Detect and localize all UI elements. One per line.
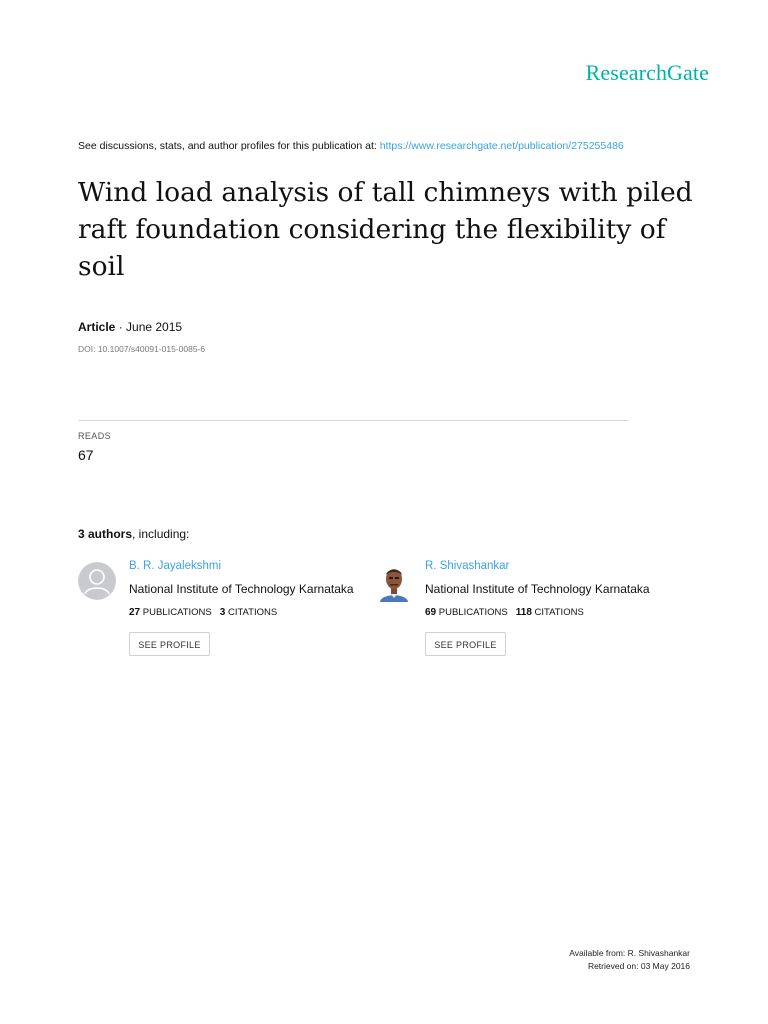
authors-suffix: , including:	[132, 527, 190, 541]
citations-count: 118	[515, 607, 532, 618]
citations-label: CITATIONS	[531, 607, 584, 618]
author-card	[374, 560, 674, 670]
author-name[interactable]: B. R. Jayalekshmi	[129, 560, 222, 572]
author-card	[78, 560, 378, 670]
discussion-line	[78, 140, 624, 152]
publications-label: PUBLICATIONS	[140, 607, 212, 618]
publications-count: 69	[425, 607, 437, 618]
doi: DOI: 10.1007/s40091-015-0085-6	[78, 344, 206, 354]
authors-count: 3 authors	[78, 527, 133, 541]
profile-photo[interactable]	[377, 562, 411, 602]
citations-count: 3	[219, 607, 226, 618]
author-stats	[129, 607, 277, 618]
author-stats	[425, 607, 584, 618]
author-name[interactable]: R. Shivashankar	[425, 560, 510, 572]
publication-link[interactable]: https://www.researchgate.net/publication/275255486	[379, 140, 624, 152]
article-meta	[78, 320, 182, 334]
article-date: · June 2015	[115, 320, 183, 334]
authors-heading	[78, 527, 189, 541]
reads-label: READS	[78, 431, 112, 441]
researchgate-logo[interactable]: ResearchGate	[585, 60, 709, 85]
see-profile-button[interactable]: SEE PROFILE	[129, 632, 210, 656]
author-institution: National Institute of Technology Karnataka	[425, 582, 650, 596]
citations-label: CITATIONS	[225, 607, 278, 618]
publications-count: 27	[129, 607, 141, 618]
divider	[78, 420, 629, 421]
available-from: Available from: R. Shivashankar	[569, 948, 690, 958]
discussion-text: See discussions, stats, and author profiles for this publication at:	[78, 140, 380, 152]
retrieved-on: Retrieved on: 03 May 2016	[587, 961, 690, 971]
footer-info	[569, 947, 690, 973]
publications-label: PUBLICATIONS	[436, 607, 508, 618]
default-avatar-icon[interactable]	[78, 562, 116, 600]
reads-value: 67	[78, 447, 94, 463]
publication-title: Wind load analysis of tall chimneys with piled raft foundation considering the flexibility of soil	[78, 177, 693, 282]
article-type: Article	[78, 320, 116, 334]
author-institution: National Institute of Technology Karnataka	[129, 582, 354, 596]
see-profile-button[interactable]: SEE PROFILE	[425, 632, 506, 656]
